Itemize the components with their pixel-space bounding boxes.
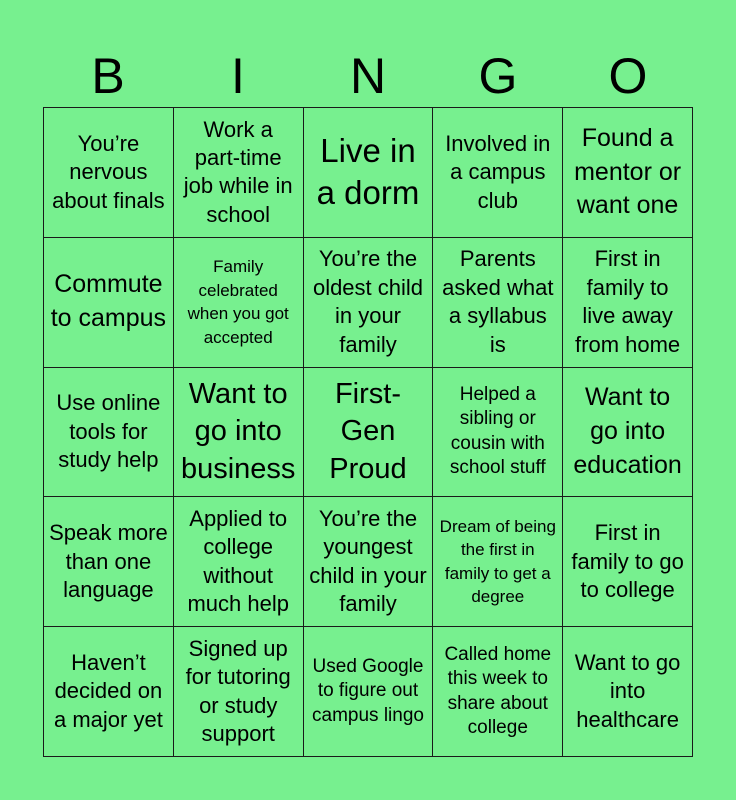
cell-text: Use online tools for study help	[56, 390, 161, 473]
cell-text: Live in a dorm	[316, 131, 420, 212]
cell-text: Applied to college without much help	[187, 506, 289, 617]
bingo-cell[interactable]	[304, 238, 434, 368]
cell-text: Used Google to figure out campus lingo	[312, 655, 424, 726]
cell-text: Work a part-time job while in school	[183, 116, 293, 227]
cell-text: You’re the oldest child in your family	[312, 246, 424, 357]
header-letter-n: N	[349, 48, 387, 104]
header-letter-o: O	[608, 48, 648, 104]
cell-text: You’re the youngest child in your family	[309, 506, 427, 617]
cell-text: Found a mentor or want one	[574, 123, 682, 220]
bingo-cell[interactable]	[563, 108, 693, 238]
bingo-cell[interactable]	[433, 368, 563, 498]
bingo-cell[interactable]	[433, 497, 563, 627]
cell-text: Want to go into business	[180, 377, 296, 485]
cell-text: Want to go into education	[573, 383, 682, 479]
free-space-cell[interactable]	[304, 368, 434, 498]
cell-text: Signed up for tutoring or study support	[185, 635, 291, 746]
bingo-cell[interactable]	[174, 497, 304, 627]
bingo-cell[interactable]	[174, 108, 304, 238]
cell-text: Want to go into healthcare	[574, 650, 681, 732]
cell-text: Family celebrated when you got accepted	[187, 257, 289, 347]
bingo-cell[interactable]	[563, 497, 693, 627]
cell-text: Helped a sibling or cousin with school stuff	[449, 383, 546, 479]
bingo-board	[43, 107, 693, 757]
header-letter-i: I	[231, 48, 245, 104]
header-letter-b: B	[91, 48, 125, 104]
cell-text: Speak more than one language	[49, 520, 168, 602]
bingo-cell[interactable]	[563, 368, 693, 498]
bingo-header	[43, 48, 693, 104]
bingo-cell[interactable]	[44, 238, 174, 368]
bingo-cell[interactable]	[44, 108, 174, 238]
bingo-cell[interactable]	[44, 497, 174, 627]
cell-text: First in family to go to college	[571, 520, 684, 602]
bingo-cell[interactable]	[174, 368, 304, 498]
cell-text: First in family to live away from home	[575, 246, 681, 357]
bingo-cell[interactable]	[304, 627, 434, 757]
cell-text: Haven’t decided on a major yet	[53, 650, 163, 732]
cell-text: Involved in a campus club	[445, 130, 551, 213]
bingo-cell[interactable]	[44, 368, 174, 498]
bingo-cell[interactable]	[563, 627, 693, 757]
bingo-cell[interactable]	[174, 238, 304, 368]
cell-text: Dream of being the first in family to get a degree	[439, 516, 556, 607]
bingo-cell[interactable]	[304, 108, 434, 238]
cell-text: Called home this week to share about college	[444, 643, 552, 739]
bingo-cell[interactable]	[433, 238, 563, 368]
bingo-cell[interactable]	[563, 238, 693, 368]
cell-text: First-Gen Proud	[329, 377, 407, 485]
cell-text: Parents asked what a syllabus is	[442, 246, 554, 357]
bingo-cell[interactable]	[174, 627, 304, 757]
cell-text: Commute to campus	[50, 270, 167, 333]
bingo-cell[interactable]	[433, 627, 563, 757]
cell-text: You’re nervous about finals	[52, 130, 165, 213]
bingo-cell[interactable]	[304, 497, 434, 627]
header-letter-g: G	[478, 48, 518, 104]
bingo-cell[interactable]	[433, 108, 563, 238]
bingo-cell[interactable]	[44, 627, 174, 757]
